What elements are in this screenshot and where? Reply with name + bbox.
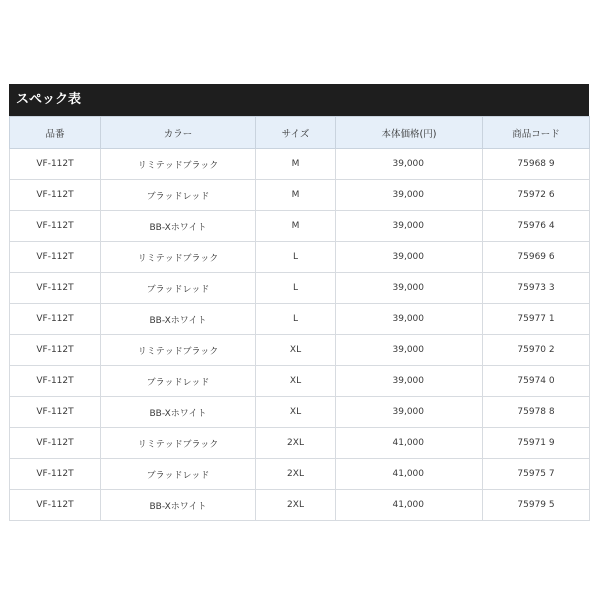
cell-price: 39,000 [336, 335, 483, 366]
cell-part-number: VF-112T [10, 304, 101, 335]
cell-price: 39,000 [336, 273, 483, 304]
table-row [10, 490, 590, 521]
spec-table-title: スペック表 [9, 84, 589, 116]
cell-size: M [256, 180, 336, 211]
cell-price: 41,000 [336, 459, 483, 490]
cell-color: リミテッドブラック [101, 242, 256, 273]
cell-price: 39,000 [336, 211, 483, 242]
cell-part-number: VF-112T [10, 459, 101, 490]
table-body [10, 149, 590, 521]
cell-size: 2XL [256, 490, 336, 521]
table-row [10, 428, 590, 459]
cell-part-number: VF-112T [10, 335, 101, 366]
cell-color: ブラッドレッド [101, 459, 256, 490]
spec-table [9, 116, 590, 521]
cell-part-number: VF-112T [10, 428, 101, 459]
table-row [10, 149, 590, 180]
cell-size: XL [256, 397, 336, 428]
cell-price: 41,000 [336, 428, 483, 459]
cell-size: L [256, 273, 336, 304]
cell-part-number: VF-112T [10, 490, 101, 521]
cell-product-code: 75977 1 [483, 304, 590, 335]
cell-product-code: 75976 4 [483, 211, 590, 242]
cell-product-code: 75972 6 [483, 180, 590, 211]
cell-product-code: 75971 9 [483, 428, 590, 459]
column-header-part-number: 品番 [10, 117, 101, 149]
cell-size: XL [256, 335, 336, 366]
table-row [10, 211, 590, 242]
cell-product-code: 75973 3 [483, 273, 590, 304]
cell-price: 39,000 [336, 180, 483, 211]
cell-product-code: 75969 6 [483, 242, 590, 273]
cell-price: 39,000 [336, 242, 483, 273]
cell-size: 2XL [256, 428, 336, 459]
cell-color: BB-Xホワイト [101, 211, 256, 242]
cell-color: リミテッドブラック [101, 428, 256, 459]
cell-color: BB-Xホワイト [101, 304, 256, 335]
column-header-size: サイズ [256, 117, 336, 149]
cell-color: ブラッドレッド [101, 366, 256, 397]
cell-part-number: VF-112T [10, 366, 101, 397]
cell-part-number: VF-112T [10, 273, 101, 304]
cell-price: 39,000 [336, 149, 483, 180]
table-row [10, 335, 590, 366]
cell-product-code: 75978 8 [483, 397, 590, 428]
cell-product-code: 75970 2 [483, 335, 590, 366]
cell-product-code: 75975 7 [483, 459, 590, 490]
column-header-product-code: 商品コード [483, 117, 590, 149]
cell-size: L [256, 304, 336, 335]
cell-color: リミテッドブラック [101, 149, 256, 180]
table-row [10, 304, 590, 335]
cell-price: 39,000 [336, 366, 483, 397]
cell-price: 41,000 [336, 490, 483, 521]
cell-color: BB-Xホワイト [101, 490, 256, 521]
cell-price: 39,000 [336, 397, 483, 428]
table-row [10, 180, 590, 211]
cell-part-number: VF-112T [10, 149, 101, 180]
table-row [10, 366, 590, 397]
table-header-row [10, 117, 590, 149]
cell-size: XL [256, 366, 336, 397]
cell-color: リミテッドブラック [101, 335, 256, 366]
cell-size: M [256, 149, 336, 180]
cell-part-number: VF-112T [10, 180, 101, 211]
cell-color: ブラッドレッド [101, 180, 256, 211]
cell-product-code: 75968 9 [483, 149, 590, 180]
cell-size: 2XL [256, 459, 336, 490]
cell-price: 39,000 [336, 304, 483, 335]
cell-size: M [256, 211, 336, 242]
cell-color: BB-Xホワイト [101, 397, 256, 428]
cell-product-code: 75974 0 [483, 366, 590, 397]
cell-size: L [256, 242, 336, 273]
column-header-color: カラー [101, 117, 256, 149]
column-header-price: 本体価格(円) [336, 117, 483, 149]
cell-color: ブラッドレッド [101, 273, 256, 304]
cell-part-number: VF-112T [10, 211, 101, 242]
table-row [10, 273, 590, 304]
table-row [10, 242, 590, 273]
cell-product-code: 75979 5 [483, 490, 590, 521]
table-row [10, 397, 590, 428]
table-row [10, 459, 590, 490]
cell-part-number: VF-112T [10, 397, 101, 428]
cell-part-number: VF-112T [10, 242, 101, 273]
